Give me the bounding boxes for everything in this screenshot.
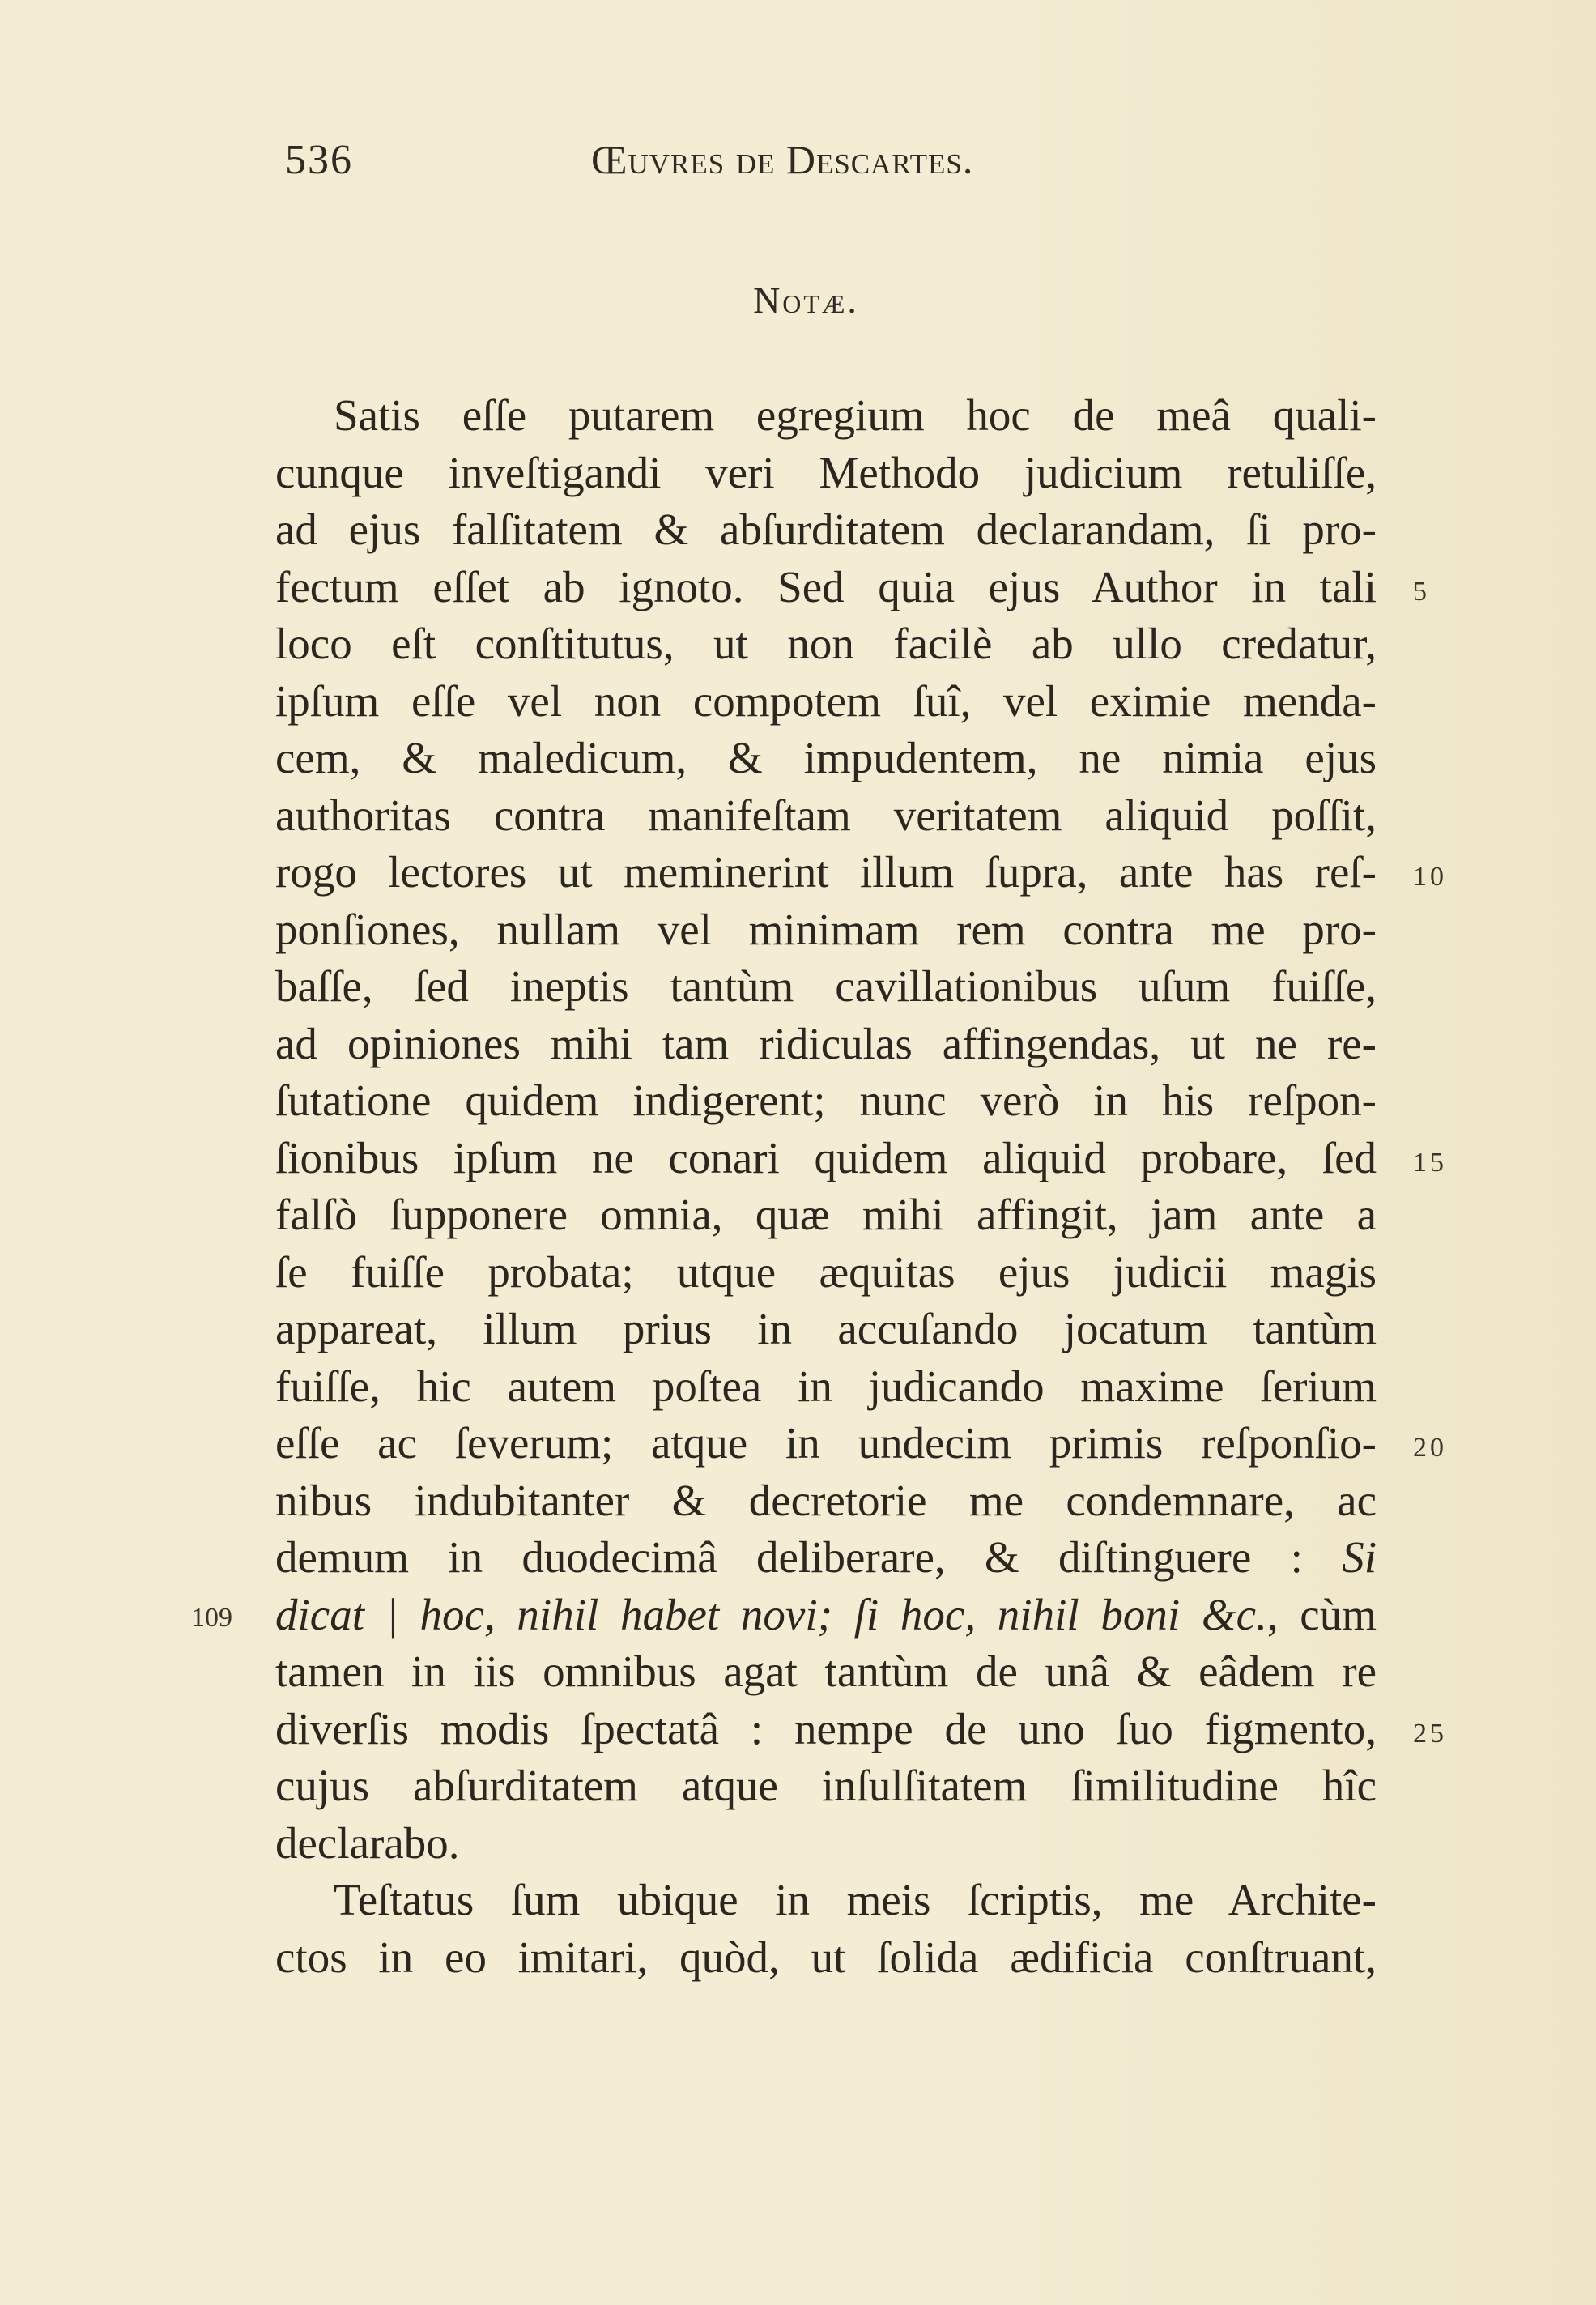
text-line-content: [275, 1472, 1377, 1530]
text-line-content: [275, 501, 1377, 559]
text-line: [275, 501, 1377, 559]
line-text: ad opiniones mihi tam ridiculas affingendas, ut ne re-: [275, 1018, 1377, 1068]
text-line-content: [275, 616, 1377, 673]
italic-text: dicat | hoc, nihil habet novi; ſi hoc, nihil boni &c.: [275, 1589, 1267, 1639]
text-line: [275, 1415, 1447, 1472]
text-line: [275, 1472, 1377, 1530]
line-text: appareat, illum prius in accuſando jocatum tantùm: [275, 1304, 1377, 1353]
text-line-content: [275, 1130, 1377, 1187]
line-text: cujus abſurditatem atque inſulſitatem ſimilitudine hîc: [275, 1761, 1377, 1810]
text-line: [275, 787, 1377, 845]
line-text: ipſum eſſe vel non compotem ſuî, vel eximie menda-: [275, 675, 1377, 726]
text-line-content: [275, 1529, 1377, 1587]
line-text: tamen in iis omnibus agat tantùm de unâ & eâdem re: [275, 1647, 1377, 1696]
text-line: [275, 445, 1377, 502]
line-number: 5: [1413, 576, 1430, 607]
text-line-content: [275, 1016, 1377, 1073]
text-line-content: [275, 958, 1377, 1016]
text-line-content: [275, 787, 1377, 845]
text-line: [275, 387, 1377, 445]
text-line: [275, 673, 1377, 731]
text-line: [275, 1701, 1447, 1758]
text-line-content: [275, 1301, 1377, 1358]
line-text: demum in duodecimâ deliberare, & diſtinguere :: [275, 1532, 1303, 1582]
text-line-content: [275, 1358, 1377, 1416]
body-text: [191, 387, 1447, 1986]
text-line-content: [275, 1415, 1377, 1472]
text-line: [275, 901, 1377, 959]
text-line: [275, 1758, 1377, 1815]
line-text: nibus indubitanter & decretorie me condemnare, ac: [275, 1475, 1377, 1525]
line-text: cunque inveſtigandi veri Methodo judicium retuliſſe,: [275, 447, 1377, 497]
text-line-content: [275, 901, 1377, 959]
text-line-content: [275, 387, 1377, 445]
text-line: [275, 730, 1377, 787]
margin-page-reference: 109: [191, 1602, 232, 1633]
text-line: [275, 1072, 1377, 1130]
line-text: Satis eſſe putarem egregium hoc de meâ quali-: [334, 390, 1377, 440]
line-text: ſionibus ipſum ne conari quidem aliquid probare, ſed: [275, 1132, 1377, 1182]
text-line-content: [275, 730, 1377, 787]
text-line-content: [275, 1758, 1377, 1815]
text-line-content: [275, 673, 1377, 731]
italic-text: Si: [1342, 1532, 1377, 1582]
text-line: [275, 1301, 1377, 1358]
text-line: [191, 1587, 1377, 1644]
text-line-content: [275, 1587, 1377, 1644]
text-line-content: [275, 445, 1377, 502]
line-text: ſe fuiſſe probata; utque æquitas ejus judicii magis: [275, 1246, 1377, 1297]
text-line-content: [275, 559, 1377, 616]
text-line: [275, 958, 1377, 1016]
line-text: fuiſſe, hic autem poſtea in judicando maxime ſerium: [275, 1361, 1377, 1411]
line-text: ad ejus falſitatem & abſurditatem declarandam, ſi pro-: [275, 505, 1377, 554]
text-line: [275, 844, 1447, 901]
text-line: [275, 559, 1430, 616]
text-line: [275, 1187, 1377, 1244]
text-line: [275, 1529, 1377, 1587]
text-line: [275, 1016, 1377, 1073]
page-header: [0, 136, 1596, 201]
line-text: ſutatione quidem indigerent; nunc verò in his reſpon-: [275, 1076, 1377, 1125]
line-text: baſſe, ſed ineptis tantùm cavillationibus uſum fuiſſe,: [275, 961, 1377, 1011]
text-line: [275, 1815, 1377, 1873]
line-number: 20: [1413, 1433, 1447, 1463]
line-text: Teſtatus ſum ubique in meis ſcriptis, me Archite-: [334, 1875, 1377, 1924]
line-text: loco eſt conſtitutus, ut non facilè ab ullo credatur,: [275, 619, 1377, 668]
text-line: [275, 1358, 1377, 1416]
text-line-content: [275, 1072, 1377, 1130]
text-line-content: [275, 844, 1377, 901]
text-line: [275, 1130, 1447, 1187]
line-text: ponſiones, nullam vel minimam rem contra me pro-: [275, 904, 1377, 954]
text-line: [275, 1929, 1377, 1987]
line-text: falſò ſupponere omnia, quæ mihi affingit, jam ante a: [275, 1190, 1377, 1239]
line-number: 15: [1413, 1147, 1447, 1178]
text-line-content: [275, 1701, 1377, 1758]
line-number: 25: [1413, 1718, 1447, 1749]
text-line: [275, 1244, 1377, 1302]
text-line-content: [275, 1643, 1377, 1701]
line-text: authoritas contra manifeſtam veritatem aliquid poſſit,: [275, 790, 1377, 840]
line-text: , cùm: [1266, 1589, 1377, 1639]
text-line: [275, 616, 1377, 673]
line-text: diverſis modis ſpectatâ : nempe de uno ſuo figmento,: [275, 1703, 1377, 1753]
text-line: [275, 1643, 1377, 1701]
page-number: 536: [285, 137, 353, 183]
line-text: declarabo.: [275, 1817, 460, 1868]
running-title: Œuvres de Descartes.: [591, 137, 974, 182]
text-line-content: [275, 1244, 1377, 1302]
line-number: 10: [1413, 862, 1447, 892]
line-text: ctos in eo imitari, quòd, ut ſolida ædificia conſtruant,: [275, 1932, 1377, 1982]
text-line-content: [275, 1187, 1377, 1244]
text-line-content: [275, 1815, 1377, 1873]
text-line-content: [275, 1929, 1377, 1987]
line-text: eſſe ac ſeverum; atque in undecim primis reſponſio-: [275, 1418, 1377, 1468]
section-title: Notæ.: [753, 279, 859, 321]
line-text: cem, & maledicum, & impudentem, ne nimia ejus: [275, 733, 1377, 782]
line-text: fectum eſſet ab ignoto. Sed quia ejus Author in tali: [275, 561, 1377, 611]
text-line: [275, 1872, 1377, 1929]
line-text: rogo lectores ut meminerint illum ſupra, ante has reſ-: [275, 847, 1377, 897]
text-line-content: [275, 1872, 1377, 1929]
